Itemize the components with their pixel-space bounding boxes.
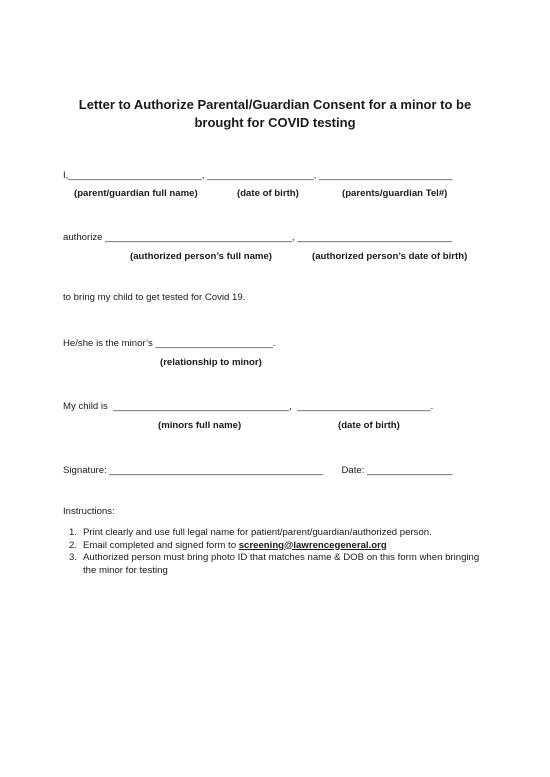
minor-dob-label: (date of birth) (338, 420, 400, 431)
form-title (40, 96, 510, 132)
instruction-text: Email completed and signed form to (83, 539, 239, 551)
form-title-line-1: Letter to Authorize Parental/Guardian Consent for a minor to be (78, 97, 472, 112)
instructions-heading: Instructions: (63, 506, 115, 517)
minor-name-label: (minors full name) (158, 420, 242, 431)
relationship-line: He/she is the minor’s ______________________. (63, 338, 276, 349)
instructions-list (63, 527, 483, 577)
instruction-text: Print clearly and use full legal name for patient/parent/guardian/authorized person. (83, 527, 432, 538)
parent-tel-label: (parents/guardian Tel#) (342, 188, 448, 199)
instruction-item-2 (63, 540, 483, 553)
screening-email-link[interactable]: screening@lawrencegeneral.org (238, 539, 387, 551)
purpose-line: to bring my child to get tested for Covid 19. (63, 292, 246, 303)
instruction-text: Authorized person must bring photo ID that matches name & DOB on this form when bringing the minor for testing (83, 552, 480, 576)
instruction-item-3 (63, 552, 483, 577)
relationship-label: (relationship to minor) (160, 357, 262, 368)
authorized-name-label: (authorized person’s full name) (130, 251, 272, 262)
instruction-number: 2. (68, 539, 77, 551)
authorize-line: authorize ___________________________________, _____________________________ (63, 232, 452, 243)
instruction-number: 1. (68, 527, 77, 538)
signature-line: Signature: ________________________________________ Date: ________________ (63, 465, 453, 476)
authorized-dob-label: (authorized person’s date of birth) (312, 251, 468, 262)
parent-dob-label: (date of birth) (237, 188, 299, 199)
consent-line: I,_________________________, ____________________, _________________________ (63, 170, 453, 181)
instruction-item-1 (63, 527, 483, 540)
instruction-number: 3. (68, 552, 77, 563)
parent-name-label: (parent/guardian full name) (74, 188, 198, 199)
child-line: My child is _________________________________, _________________________. (63, 401, 434, 412)
form-title-line-2: brought for COVID testing (194, 115, 356, 130)
